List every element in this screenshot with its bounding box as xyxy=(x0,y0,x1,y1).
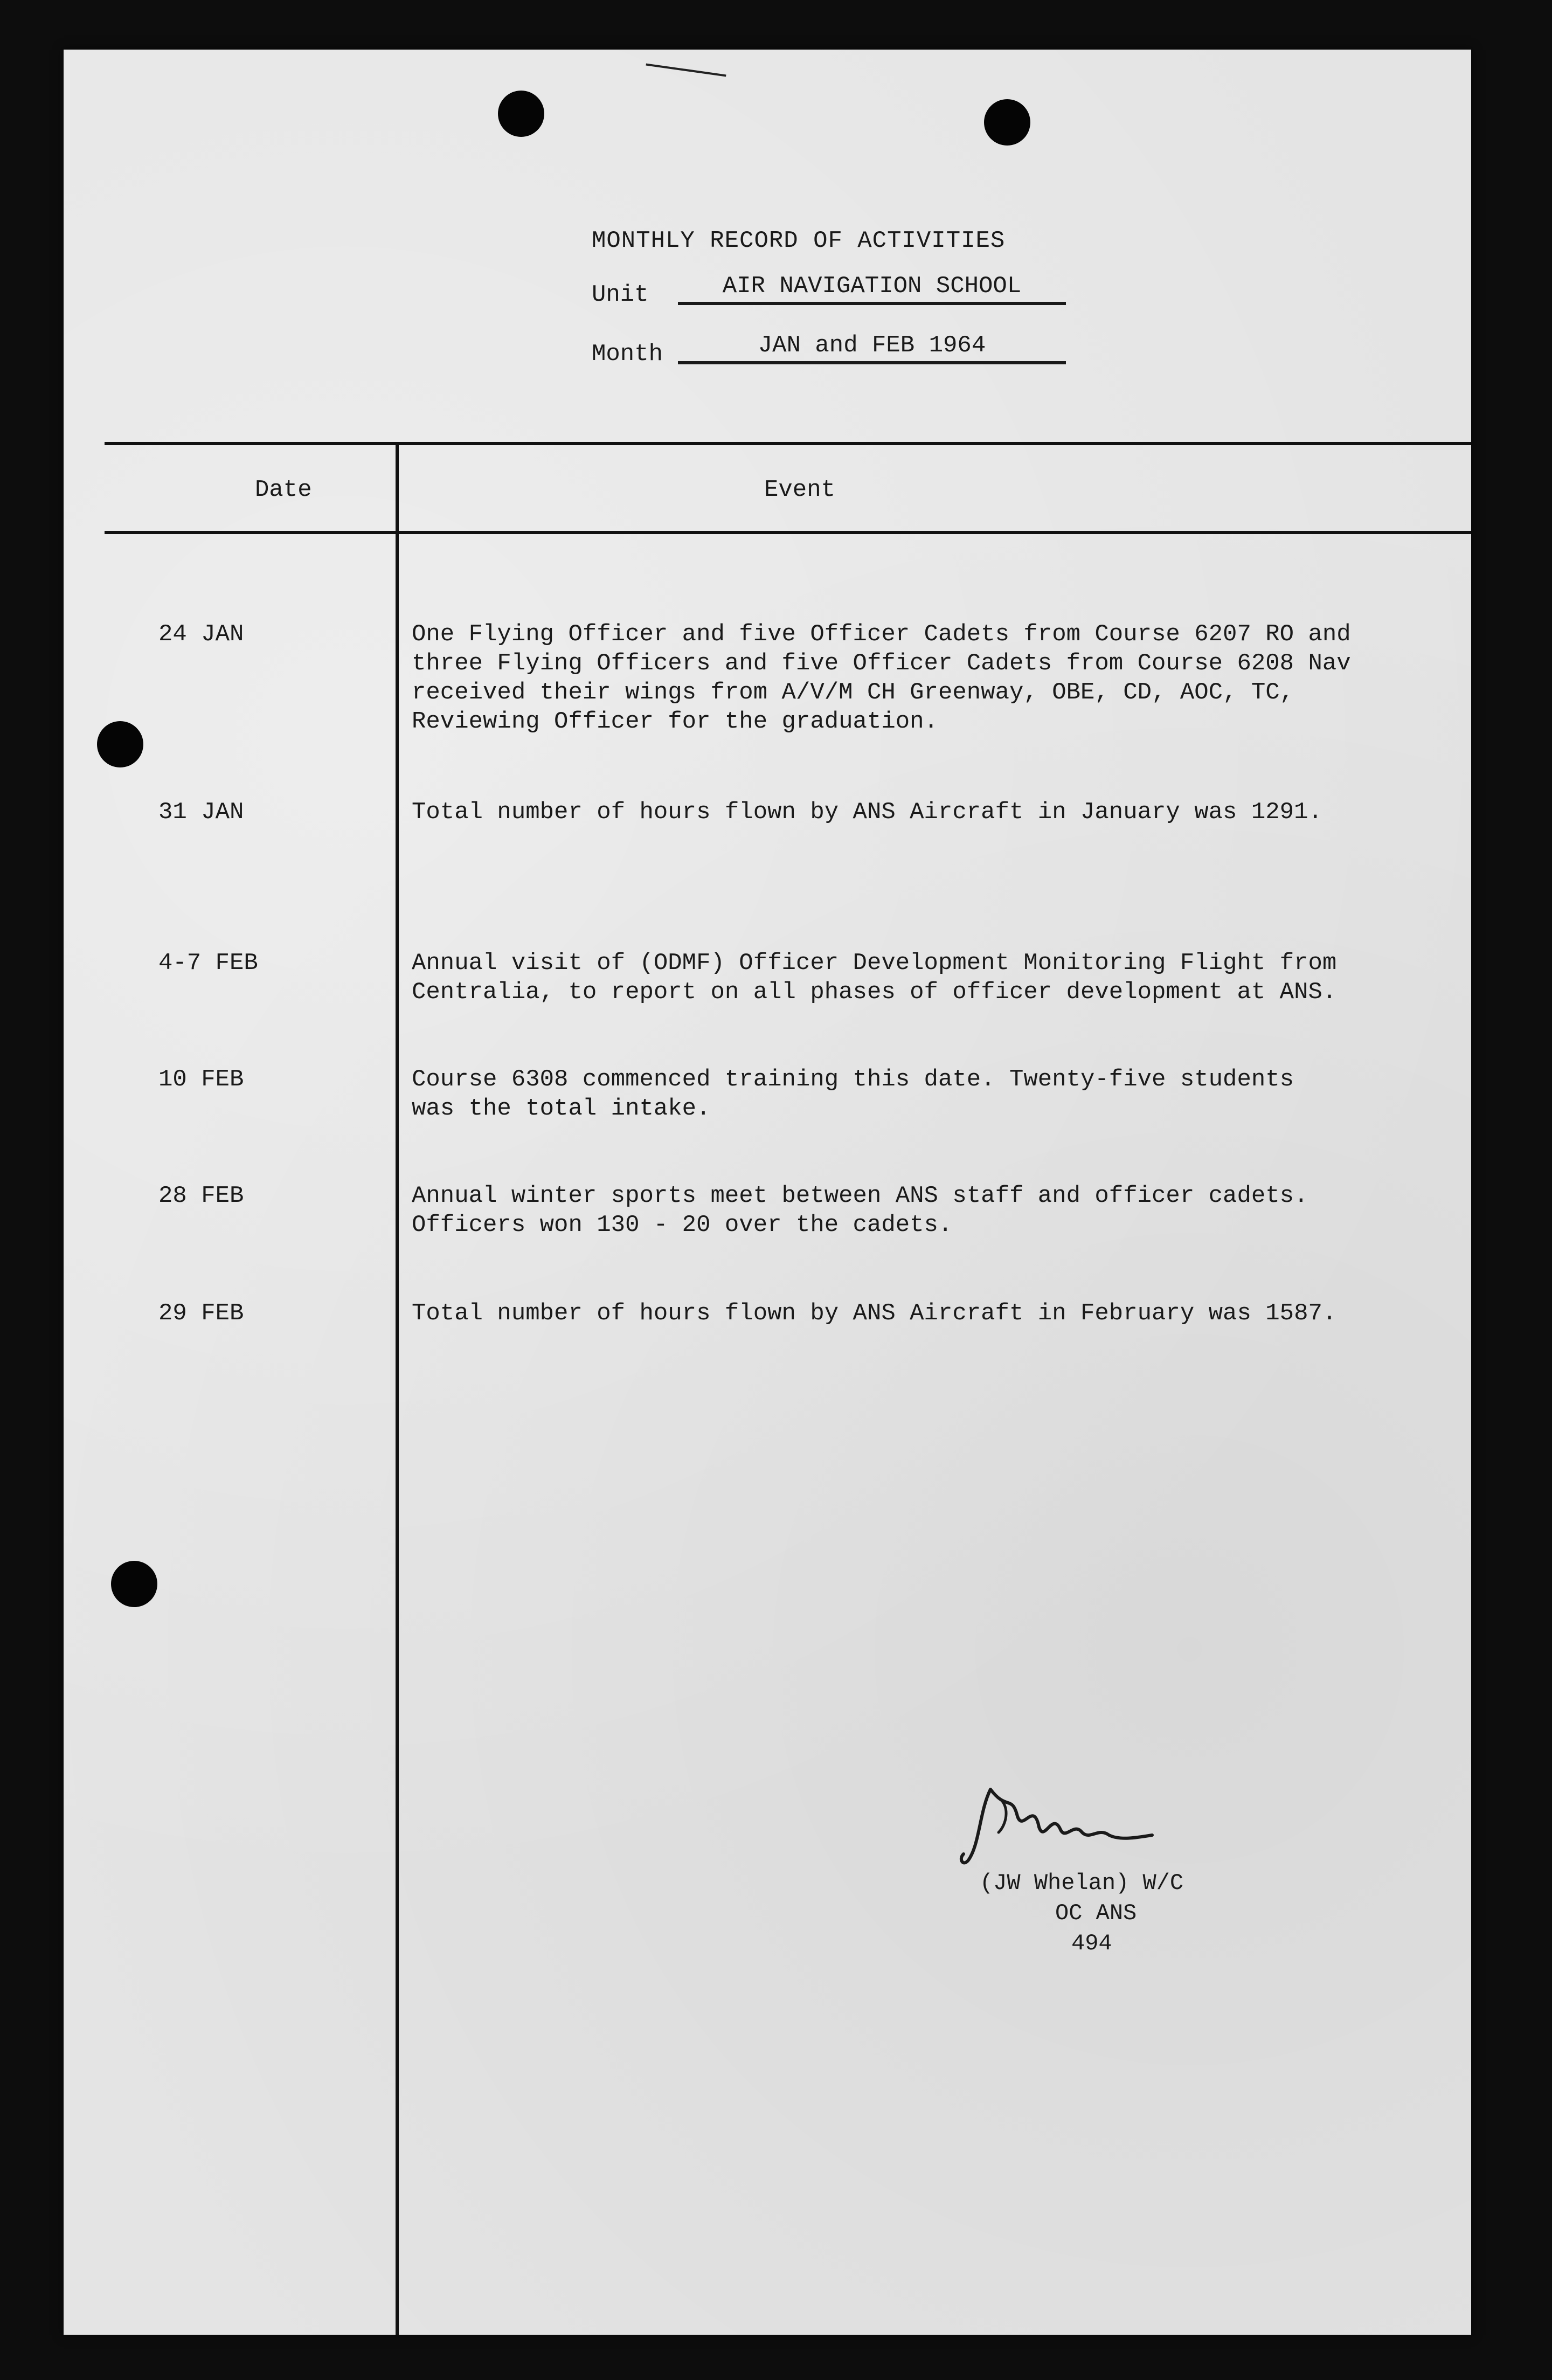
signatory-title: OC ANS xyxy=(1055,1900,1137,1926)
table-header-rule xyxy=(105,531,1471,534)
entry-date: 24 JAN xyxy=(158,621,244,648)
month-row xyxy=(592,332,1077,368)
entry-event: One Flying Officer and five Officer Cadets from Course 6207 RO and three Flying Officers and five Officer Cadets from Course 6208 Nav received their wings from A/V/M CH Greenway, OBE, CD, AOC, TC, Reviewing Officer for the graduation. xyxy=(412,621,1351,735)
document-title: MONTHLY RECORD OF ACTIVITIES xyxy=(592,227,1006,254)
unit-label: Unit xyxy=(592,281,649,308)
entry-date: 28 FEB xyxy=(158,1182,244,1209)
column-divider xyxy=(396,442,399,2335)
unit-row xyxy=(592,273,1077,308)
entry-date: 29 FEB xyxy=(158,1300,244,1327)
month-value: JAN and FEB 1964 xyxy=(678,332,1066,364)
entry-date: 31 JAN xyxy=(158,799,244,826)
punch-hole-top-left xyxy=(498,91,544,137)
event-column-header: Event xyxy=(764,476,836,503)
entry-date: 4-7 FEB xyxy=(158,950,258,977)
entry-event: Course 6308 commenced training this date. Twenty-five students was the total intake. xyxy=(412,1066,1294,1122)
date-column-header: Date xyxy=(255,476,312,503)
signatory-name: (JW Whelan) W/C xyxy=(980,1870,1184,1896)
entry-event: Annual visit of (ODMF) Officer Development Monitoring Flight from Centralia, to report on all phases of officer development at ANS. xyxy=(412,950,1337,1006)
entry-event: Annual winter sports meet between ANS staff and officer cadets. Officers won 130 - 20 over the cadets. xyxy=(412,1182,1308,1239)
document-page xyxy=(64,50,1471,2335)
page-number: 494 xyxy=(1071,1931,1112,1956)
entry-event: Total number of hours flown by ANS Aircraft in January was 1291. xyxy=(412,799,1322,826)
unit-value: AIR NAVIGATION SCHOOL xyxy=(678,273,1066,305)
month-label: Month xyxy=(592,341,663,368)
staple-mark xyxy=(646,64,726,77)
activities-table xyxy=(64,442,1471,2335)
table-top-rule xyxy=(105,442,1471,445)
entry-event: Total number of hours flown by ANS Aircraft in February was 1587. xyxy=(412,1300,1337,1327)
punch-hole-top-right xyxy=(984,99,1030,146)
entry-date: 10 FEB xyxy=(158,1066,244,1093)
signature-block xyxy=(958,1779,1281,1973)
